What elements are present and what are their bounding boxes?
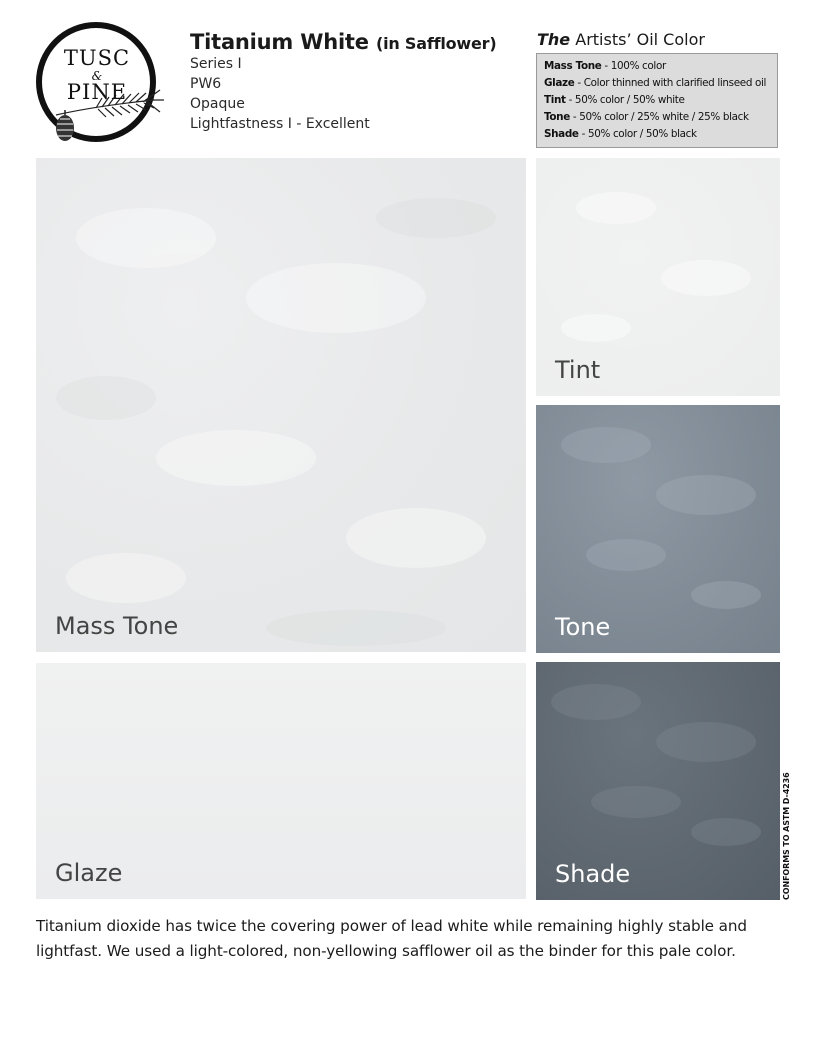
product-title: [190, 30, 496, 54]
legend-def: - 50% color / 25% white / 25% black: [569, 111, 749, 123]
brand-logo: [36, 20, 174, 148]
brush-texture: [36, 158, 526, 652]
swatch-label: Tone: [555, 613, 611, 641]
swatch-label: Tint: [555, 356, 601, 384]
legend-box: [536, 53, 778, 148]
product-description: Titanium dioxide has twice the covering power of lead white while remaining highly stable and lightfast. We used a light-colored, non-yellowing safflower oil as the binder for this pale color.: [36, 917, 747, 960]
legend-term: Glaze: [544, 77, 575, 89]
legend-item: [544, 75, 777, 92]
legend-item: [544, 58, 777, 75]
swatch-tint: [536, 158, 780, 396]
product-opacity: Opaque: [190, 96, 245, 112]
legend-heading-em: The: [537, 30, 571, 49]
brand-ampersand: &: [91, 69, 103, 83]
legend-term: Mass Tone: [544, 60, 602, 72]
swatch-glaze: [36, 663, 526, 899]
legend-term: Shade: [544, 128, 579, 140]
legend-def: - 100% color: [601, 60, 666, 72]
swatch-tone: [536, 405, 780, 653]
legend-item: [544, 92, 777, 109]
legend-term: Tone: [544, 111, 570, 123]
legend-item: [544, 109, 777, 126]
product-binder: (in Safflower): [375, 34, 497, 53]
brand-name-line1: TUSC: [63, 46, 131, 70]
legend-heading: [537, 30, 705, 49]
swatch-mass-tone: [36, 158, 526, 652]
legend-def: - 50% color / 50% black: [578, 128, 697, 140]
legend-def: - Color thinned with clarified linseed oil: [574, 77, 767, 89]
legend-def: - 50% color / 50% white: [565, 94, 685, 106]
swatch-label: Shade: [555, 860, 631, 888]
swatch-shade: [536, 662, 780, 900]
product-pigment: PW6: [190, 76, 222, 92]
swatch-label: Glaze: [55, 859, 123, 887]
legend-heading-rest: Artists’ Oil Color: [575, 30, 705, 49]
product-name: Titanium White: [190, 30, 369, 54]
product-header: [190, 30, 496, 134]
product-lightfastness: Lightfastness I - Excellent: [190, 116, 370, 132]
swatch-label: Mass Tone: [55, 612, 179, 640]
product-meta: [190, 54, 496, 134]
brand-name-line2: PINE: [66, 80, 128, 104]
product-series: Series I: [190, 56, 242, 72]
legend-item: [544, 126, 777, 143]
legend-term: Tint: [544, 94, 566, 106]
astm-compliance-note: CONFORMS TO ASTM D-4236: [782, 772, 791, 900]
